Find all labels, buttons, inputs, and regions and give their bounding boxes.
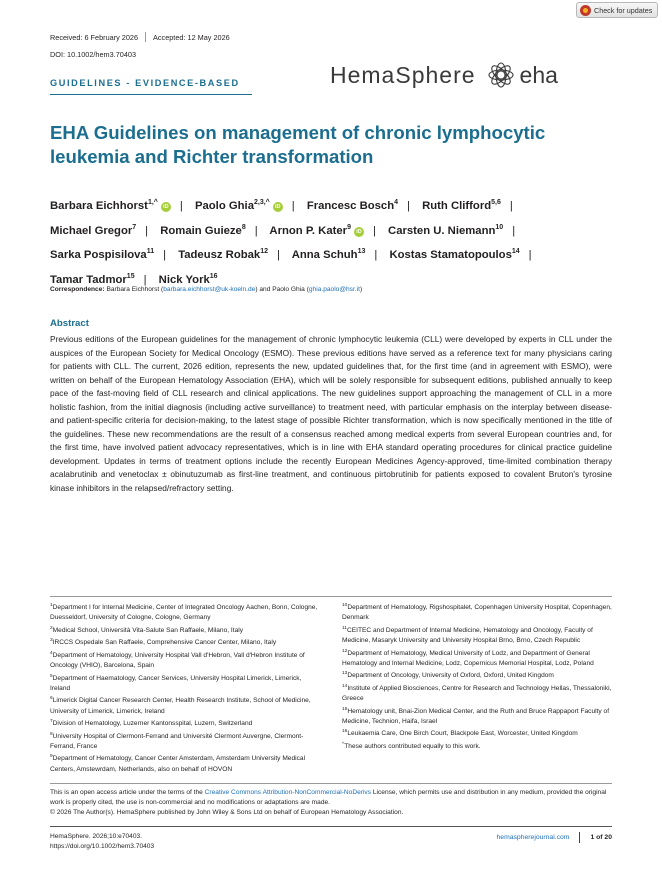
affiliation-text: Department of Hematology, Cancer Center Amsterdam, Amsterdam University Medical Centers, Amstewrdam, Netherlands, also on behalf of HOVON [50,755,306,773]
author-name-text: Ruth Clifford [422,199,492,212]
author-name [50,225,136,237]
author-name-text: Nick York [158,274,210,287]
citation-text: HemaSphere. 2026;10:e70403. [50,833,143,840]
author-separator: | [254,224,258,237]
author-separator: | [179,199,183,212]
affiliation-text: IRCCS Ospedale San Raffaele, Comprehensive Cancer Center, Milano, Italy [52,639,277,647]
affiliation-marker: 16 [342,729,348,735]
affiliations-right-column [342,601,612,752]
author-name-text: Romain Guieze [160,224,242,237]
author-name [50,249,154,261]
author-name [159,274,218,286]
affiliation-item [342,705,612,728]
affiliation-text: Division of Hematology, Luzerner Kantonsspital, Luzern, Switzerland [52,720,253,728]
author-name [50,200,171,212]
correspondence-label: Correspondence: [50,286,105,293]
check-for-updates-button[interactable] [576,2,658,18]
affiliation-marker: 5 [50,673,53,679]
correspondence-name-2: and Paolo Ghia [259,286,305,293]
received-date: Received: 6 February 2026 [50,32,139,42]
orcid-icon[interactable]: iD [354,227,364,237]
affiliation-marker: 7 [50,719,53,725]
author-affiliation-marker: 10 [495,223,504,231]
accepted-date: Accepted: 12 May 2026 [153,32,230,42]
author-name-text: Arnon P. Kater [269,224,348,237]
author-name-text: Sarka Pospisilova [50,249,147,262]
affiliation-item [50,649,320,672]
correspondence-name-1: Barbara Eichhorst [106,286,160,293]
author-name-text: Tadeusz Robak [178,249,261,262]
affiliation-text: Institute of Applied Biosciences, Centre for Research and Technology Hellas, Thessaloniki, Greece [342,685,612,703]
affiliation-text: Medical School, Università Vita-Salute San Raffaele, Milano, Italy [52,626,244,634]
affiliation-text: Department of Hematology, University Hospital Vall d'Hebron, Vall d'Hebron Institute of Oncology (VHIO), Barcelona, Spain [50,651,305,670]
copyright-notice: © 2026 The Author(s). HemaSphere published by John Wiley & Sons Ltd on behalf of European Hematology Association. [50,809,404,817]
doi-url[interactable]: https://doi.org/10.1002/hem3.70403 [50,843,155,850]
journal-brand [330,58,612,92]
license-text: This is an open access article under the terms of the Creative Commons Attribution-NonCommercial-NoDerivs License, which permits use and distribution in any medium, provided the original work is properly cited, the use is non-commercial and no modifications or adaptations are made. [50,789,607,807]
author-affiliation-marker: 8 [241,223,246,231]
affiliation-marker: 15 [342,706,348,712]
affiliation-item [50,624,320,636]
affiliation-item [50,694,320,717]
affiliation-item [50,672,320,695]
author-separator: | [509,199,513,212]
license-notice [50,788,612,819]
article-dates [50,32,230,42]
affiliation-marker: 4 [50,650,53,656]
author-list [50,192,615,291]
affiliation-text: Department of Haematology, Cancer Services, University Hospital Limerick, Limerick, Ireland [50,674,302,693]
affiliation-marker: 3 [50,638,53,644]
affiliation-item [342,647,612,670]
correspondence-email-1[interactable]: barbara.eichhorst@uk-koeln.de [163,286,256,293]
author-name [307,200,398,212]
author-name-text: Tamar Tadmor [50,274,127,287]
author-name-text: Paolo Ghia [194,199,254,212]
affiliation-item [50,752,320,775]
author-affiliation-marker: 1,^ [147,199,158,206]
license-divider [50,783,612,784]
author-name-text: Kostas Stamatopoulos [389,249,512,262]
check-for-updates-label: Check for updates [594,5,653,15]
author-separator: | [291,199,295,212]
footer-divider [50,826,612,827]
author-separator: | [277,249,280,262]
affiliation-text: Limerick Digital Cancer Research Center, Health Research Institute, School of Medicine, University of Limerick, Limerick, Ireland [50,697,311,715]
author-name [178,249,268,261]
abstract-body: Previous editions of the European guidelines for the management of chronic lymphocytic leukemia (CLL) were developed by experts in CLL under the auspices of the European Society for Medical Oncology (ESMO). These previous editions have served as a reference text for many physicians caring for patients with CLL. The current, 2026 edition, represents the new, updated guidelines that, for the first time (and in agreement with ESMO), were written on behalf of the European Hematology Association (EHA), which will be solely responsible for subsequent editions, published annually to keep pace of the fast-moving field of CLL research and clinical applications. The new guidelines support approaching the management of CLL in a more holistic fashion, from the initial diagnosis (including active surveillance) to treatment need, with particular emphasis on the interplay between disease- and patient-specific criteria for decision-making, to the latest stage of possible Richter transformation, which is now specifically mentioned in the title of the guidelines. These new recommendations are the result of a consensus reached among medical experts from several European countries and, for the first time, have involved patient advocacy representatives, which is in line with EHA standard operating procedures for clinical practice guideline development. Updates in terms of treatment options include the recently European Medicines Agency-approved, time-limited combination therapy acalabrutinib and venetoclax ± obinutuzumab as first-line treatment, and continuous pirtobrutinib for patients exposed to covalent Bruton's tyrosine kinase inhibitors in the relapsed/refractory setting. [50,334,612,494]
date-divider [145,32,146,42]
affiliation-marker: 6 [50,696,53,702]
affiliation-marker: 12 [342,648,348,654]
author-name-text: Michael Gregor [50,224,133,237]
abstract-heading: Abstract [50,318,89,329]
affiliations-left-column [50,601,320,775]
affiliation-marker: 2 [50,625,53,631]
section-label: GUIDELINES - EVIDENCE-BASED [50,78,240,88]
affiliation-item [50,717,320,729]
author-affiliation-marker: 14 [511,248,520,256]
affiliation-text: University Hospital of Clermont-Ferrand and Université Clermont Auvergne, Clermont-Ferrand, France [50,732,304,751]
footer-citation [50,832,154,852]
author-affiliation-marker: 7 [132,223,137,231]
orcid-icon[interactable]: iD [161,202,171,212]
affiliation-text: Department of Hematology, Rigshospitalet, Copenhagen University Hospital, Copenhagen, Denmark [342,604,612,622]
author-name [195,200,283,212]
author-affiliation-marker: 12 [260,248,269,256]
author-affiliation-marker: 16 [209,273,218,281]
author-separator: | [374,249,378,262]
affiliation-text: CEITEC and Department of Internal Medicine, Hematology and Oncology, Faculty of Medicine, Masaryk University and University Hospital Brno, Brno, Czech Republic [342,626,593,645]
author-affiliation-marker: 11 [146,248,155,256]
page-number: 1 of 20 [590,834,612,841]
author-separator: | [372,224,376,237]
author-name-text: Carsten U. Niemann [388,224,496,237]
affiliation-text: Hematology unit, Bnai-Zion Medical Center, and the Ruth and Bruce Rappaport Faculty of Medicine, Technion, Haifa, Israel [342,707,610,726]
affiliation-item [50,636,320,648]
affiliation-item [50,601,320,624]
affiliation-marker: 14 [342,683,348,689]
affiliation-marker: 11 [342,625,347,631]
affiliation-item [342,740,612,752]
author-name-text: Barbara Eichhorst [50,199,148,212]
author-affiliation-marker: 13 [357,248,366,256]
doi: DOI: 10.1002/hem3.70403 [50,50,137,59]
affiliation-item [342,601,612,624]
author-name [269,225,364,237]
affiliations-divider [50,596,612,597]
affiliation-marker: 8 [50,731,53,737]
author-affiliation-marker: 5,6 [491,199,501,206]
affiliation-text: Department of Hematology, Medical University of Lodz, and Department of General Hematology and Internal Medicine, Lodz, Copernicus Memorial Hospital, Lodz, Poland [342,649,594,668]
article-title: EHA Guidelines on management of chronic lymphocytic leukemia and Richter transformation [50,122,546,167]
correspondence-email-2[interactable]: ghia.paolo@hsr.it [308,286,360,293]
author-separator: | [512,224,516,237]
author-affiliation-marker: 2,3,^ [253,199,270,206]
author-affiliation-marker: 9 [347,223,351,231]
society-name: eha [519,61,558,88]
affiliation-marker: ^ [342,741,345,747]
author-affiliation-marker: 15 [126,273,135,281]
affiliation-text: Leukaemia Care, One Birch Court, Blackpole East, Worcester, United Kingdom [347,730,578,738]
affiliation-item [342,682,612,705]
author-affiliation-marker: 4 [394,199,399,206]
journal-name: HemaSphere [330,61,476,88]
crossmark-icon [580,5,591,16]
footer-separator [579,832,580,843]
affiliation-marker: 9 [50,754,53,760]
affiliation-item [50,730,320,753]
affiliation-text: Department I for Internal Medicine, Center of Integrated Oncology Aachen, Bonn, Cologne, Duesseldorf, University of Cologne, Cologne, Germany [50,604,318,622]
affiliation-marker: 13 [342,671,348,677]
affiliation-item [342,624,612,647]
orcid-icon[interactable]: iD [273,202,283,212]
author-separator: | [143,274,147,287]
author-separator: | [163,249,167,262]
affiliation-item [342,727,612,739]
correspondence: Correspondence: Barbara Eichhorst (barbara.eichhorst@uk-koeln.de) and Paolo Ghia (ghia.paolo@hsr.it) [50,286,363,293]
journal-website-link[interactable]: hemaspherejournal.com [496,834,570,841]
author-name [422,200,501,212]
affiliation-text: These authors contributed equally to this work. [344,743,481,751]
affiliation-text: Department of Oncology, University of Oxford, Oxford, United Kingdom [347,672,554,680]
footer-right [497,832,612,843]
author-separator: | [145,224,149,237]
author-separator: | [528,249,532,262]
eha-logo-icon [486,60,516,90]
author-name [50,274,135,286]
cc-license-link[interactable]: Creative Commons Attribution-NonCommercial-NoDerivs [204,789,372,796]
author-name-text: Anna Schuh [291,249,358,262]
author-name [160,225,246,237]
author-name-text: Francesc Bosch [306,199,395,212]
section-label-underline [50,94,252,95]
author-name [389,249,519,261]
author-name [292,249,366,261]
affiliation-marker: 10 [342,603,348,608]
affiliation-item [342,669,612,681]
author-name [388,225,503,237]
author-separator: | [407,199,410,212]
affiliation-marker: 1 [50,603,53,608]
